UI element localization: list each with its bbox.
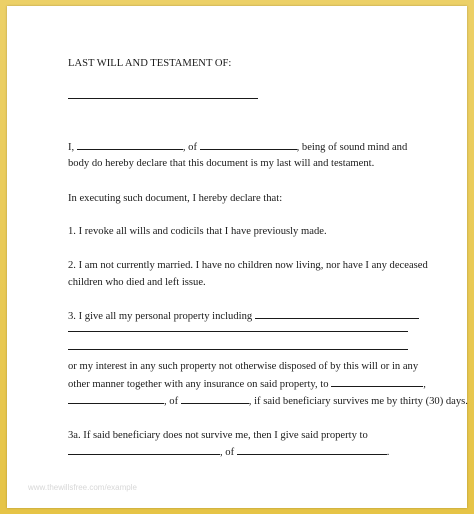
clause-3a-period: . (386, 447, 390, 458)
clause-3-text-1: 3. I give all my personal property including (68, 311, 253, 322)
clause-3-line-1 (68, 309, 418, 323)
clause-1-text: 1. I revoke all wills and codicils that I have previously made. (68, 226, 327, 237)
clause-3-line-3 (68, 377, 426, 391)
alternate-beneficiary-blank[interactable] (68, 445, 220, 455)
alternate-residence-blank[interactable] (237, 445, 387, 455)
clause-3-line-4 (68, 394, 468, 408)
intro-line (68, 192, 418, 205)
beneficiary-address-blank[interactable] (181, 394, 249, 404)
clause-3-text-2: or my interest in any such property not otherwise disposed of by this will or in any (68, 361, 419, 372)
clause-3-text-4: , if said beneficiary survives me by thirty (30) days. (248, 396, 468, 407)
clause-2-text-2: children who died and left issue. (68, 277, 206, 288)
declaration-of: , of (182, 142, 197, 153)
clause-3-comma: , (423, 379, 426, 390)
clause-3a-line-1 (68, 429, 418, 442)
residence-blank[interactable] (200, 140, 297, 150)
declaration-line-1 (68, 140, 418, 154)
clause-3a-line-2 (68, 445, 418, 459)
watermark: www.thewillsfree.com/example (28, 483, 137, 492)
clause-3a-of: , of (220, 447, 235, 458)
declaration-text: body do hereby declare that this document is my last will and testament. (68, 158, 375, 169)
property-blank-3[interactable] (68, 349, 408, 350)
beneficiary-residence-blank[interactable] (68, 394, 164, 404)
title-text: LAST WILL AND TESTAMENT OF: (68, 58, 232, 69)
clause-2-text-1: 2. I am not currently married. I have no children now living, nor have I any deceased (68, 260, 428, 271)
beneficiary-blank[interactable] (331, 377, 423, 387)
declaration-line-2 (68, 157, 418, 170)
clause-3-line-2 (68, 360, 418, 373)
property-blank-2[interactable] (68, 331, 408, 332)
clause-1 (68, 225, 418, 238)
testator-name-blank[interactable] (68, 98, 258, 99)
name-blank[interactable] (77, 140, 183, 150)
document-title (68, 57, 418, 70)
clause-2-line-1 (68, 259, 428, 272)
declaration-suffix: , being of sound mind and (296, 142, 408, 153)
declaration-prefix: I, (68, 142, 75, 153)
clause-3-of: , of (164, 396, 179, 407)
property-blank-1[interactable] (255, 309, 419, 319)
clause-3a-text-1: 3a. If said beneficiary does not survive me, then I give said property to (68, 430, 368, 441)
clause-2-line-2 (68, 276, 418, 289)
intro-text: In executing such document, I hereby declare that: (68, 193, 283, 204)
clause-3-text-3: other manner together with any insurance on said property, to (68, 379, 329, 390)
